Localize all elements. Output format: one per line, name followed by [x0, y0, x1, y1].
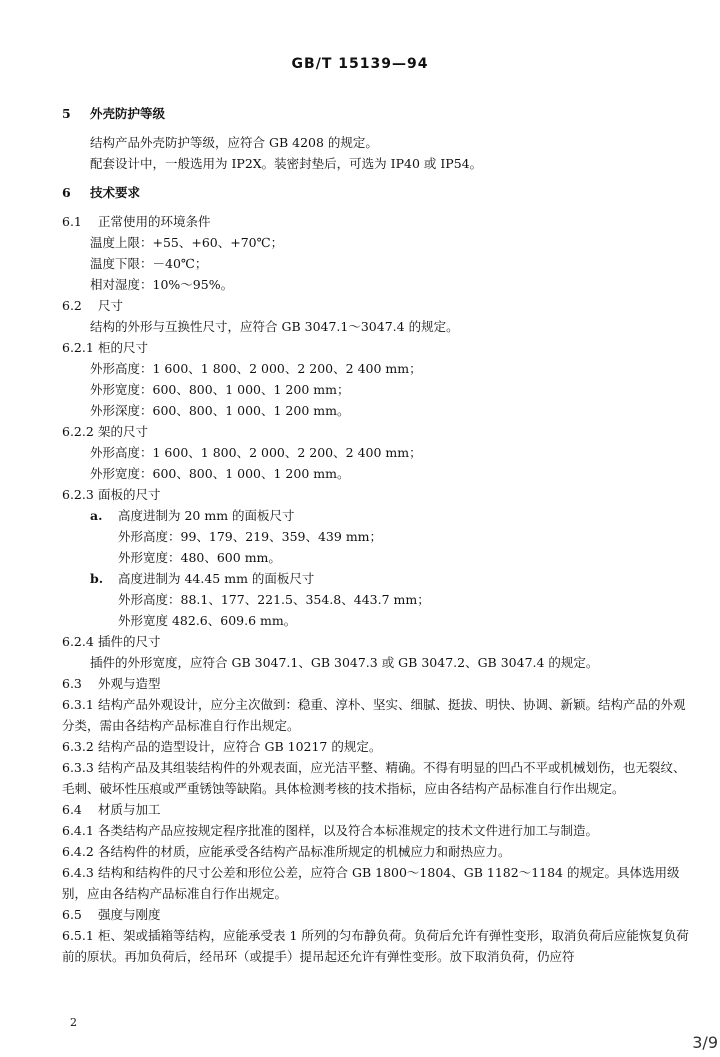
- section-number: 6.3: [62, 676, 82, 691]
- subitem-a: [62, 505, 692, 526]
- section-6-1-heading: [62, 211, 692, 232]
- list-item: 外形宽度 482.6、609.6 mm。: [118, 613, 297, 628]
- section-6-2-3-heading: [62, 484, 692, 505]
- clause-number: 6.5.1: [62, 928, 94, 943]
- clause-text: 结构产品外观设计，应分主次做到：稳重、淳朴、坚实、细腻、挺拔、明快、协调、新颖。结构产品的外观分类，需由各结构产品标准自行作出规定。: [62, 697, 686, 733]
- clause-text: 柜、架或插箱等结构，应能承受表 1 所列的匀布静负荷。负荷后允许有弹性变形，取消负荷后应能恢复负荷前的原状。再加负荷后，经吊环（或提手）提吊起还允许有弹性变形。放下取消负荷，仍应符: [62, 928, 689, 964]
- section-number: 6: [62, 185, 71, 200]
- subitem-b: [62, 568, 692, 589]
- list-item: 外形高度：1 600、1 800、2 000、2 200、2 400 mm；: [90, 361, 422, 376]
- clause-number: 6.4.1: [62, 823, 94, 838]
- list-item: 外形宽度：600、800、1 000、1 200 mm。: [90, 466, 350, 481]
- section-title: 正常使用的环境条件: [98, 214, 211, 229]
- section-title: 强度与刚度: [98, 907, 161, 922]
- section-title: 尺寸: [98, 298, 124, 313]
- list-item: 温度上限：+55、+60、+70℃；: [90, 235, 284, 250]
- section-6-3-heading: [62, 673, 692, 694]
- clause-text: 结构产品及其组装结构件的外观表面，应光洁平整、精确。不得有明显的凹凸不平或机械划伤，也无裂纹、毛刺、破坏性压痕或严重锈蚀等缺陷。具体检测考核的技术指标，应由各结构产品标准自行作出规定。: [62, 760, 686, 796]
- page-number: 2: [70, 1016, 77, 1029]
- clause-number: 6.3.3: [62, 760, 94, 775]
- section-6-2-heading: [62, 295, 692, 316]
- section-title: 外壳防护等级: [90, 106, 166, 121]
- clause-number: 6.3.2: [62, 739, 94, 754]
- section-6-heading: [62, 182, 692, 203]
- list-item: 外形宽度：480、600 mm。: [118, 550, 281, 565]
- section-title: 插件的尺寸: [98, 634, 161, 649]
- clause-6-4-3: [62, 862, 692, 904]
- section-6-5-heading: [62, 904, 692, 925]
- section-number: 6.2.2: [62, 424, 94, 439]
- item-title: 高度进制为 20 mm 的面板尺寸: [118, 508, 295, 523]
- section-number: 6.2.4: [62, 634, 94, 649]
- list-item: 相对湿度：10%～95%。: [90, 277, 234, 292]
- section-title: 技术要求: [90, 185, 141, 200]
- clause-6-3-1: [62, 694, 692, 736]
- list-item: 外形深度：600、800、1 000、1 200 mm。: [90, 403, 350, 418]
- item-title: 高度进制为 44.45 mm 的面板尺寸: [118, 571, 315, 586]
- section-6-4-heading: [62, 799, 692, 820]
- clause-text: 结构和结构件的尺寸公差和形位公差，应符合 GB 1800～1804、GB 1182～1184 的规定。具体选用级别，应由各结构产品标准自行作出规定。: [62, 865, 680, 901]
- list-item: 外形高度：88.1、177、221.5、354.8、443.7 mm；: [118, 592, 430, 607]
- item-letter: a.: [90, 508, 103, 523]
- section-5-heading: [62, 103, 692, 124]
- section-number: 6.5: [62, 907, 82, 922]
- section-number: 6.2.3: [62, 487, 94, 502]
- standard-code-header: GB/T 15139—94: [291, 56, 429, 72]
- clause-number: 6.3.1: [62, 697, 94, 712]
- section-title: 外观与造型: [98, 676, 161, 691]
- section-6-2-2-heading: [62, 421, 692, 442]
- section-6-2-4-heading: [62, 631, 692, 652]
- clause-text: 结构产品的造型设计，应符合 GB 10217 的规定。: [98, 739, 382, 754]
- list-item: 外形宽度：600、800、1 000、1 200 mm；: [90, 382, 350, 397]
- section-number: 6.2.1: [62, 340, 94, 355]
- clause-text: 各类结构产品应按规定程序批准的图样，以及符合本标准规定的技术文件进行加工与制造。: [98, 823, 599, 838]
- clause-number: 6.4.2: [62, 844, 94, 859]
- list-item: 外形高度：99、179、219、359、439 mm；: [118, 529, 383, 544]
- paragraph: 结构的外形与互换性尺寸，应符合 GB 3047.1～3047.4 的规定。: [90, 319, 459, 334]
- section-number: 6.4: [62, 802, 82, 817]
- section-number: 6.1: [62, 214, 82, 229]
- section-title: 柜的尺寸: [98, 340, 149, 355]
- page-indicator: 3/9: [692, 1033, 718, 1052]
- section-title: 架的尺寸: [98, 424, 149, 439]
- clause-6-4-1: [62, 820, 692, 841]
- document-body: [62, 103, 692, 967]
- paragraph: 结构产品外壳防护等级，应符合 GB 4208 的规定。: [90, 135, 378, 150]
- section-title: 材质与加工: [98, 802, 161, 817]
- section-6-2-1-heading: [62, 337, 692, 358]
- section-number: 5: [62, 106, 71, 121]
- clause-6-3-3: [62, 757, 692, 799]
- section-title: 面板的尺寸: [98, 487, 161, 502]
- clause-6-3-2: [62, 736, 692, 757]
- paragraph: 配套设计中，一般选用为 IP2X。装密封垫后，可选为 IP40 或 IP54。: [90, 156, 483, 171]
- clause-number: 6.4.3: [62, 865, 94, 880]
- clause-6-4-2: [62, 841, 692, 862]
- clause-text: 各结构件的材质，应能承受各结构产品标准所规定的机械应力和耐热应力。: [98, 844, 511, 859]
- section-number: 6.2: [62, 298, 82, 313]
- clause-6-5-1: [62, 925, 692, 967]
- paragraph: 插件的外形宽度，应符合 GB 3047.1、GB 3047.3 或 GB 3047.2、GB 3047.4 的规定。: [90, 655, 599, 670]
- list-item: 外形高度：1 600、1 800、2 000、2 200、2 400 mm；: [90, 445, 422, 460]
- item-letter: b.: [90, 571, 104, 586]
- list-item: 温度下限：－40℃；: [90, 256, 208, 271]
